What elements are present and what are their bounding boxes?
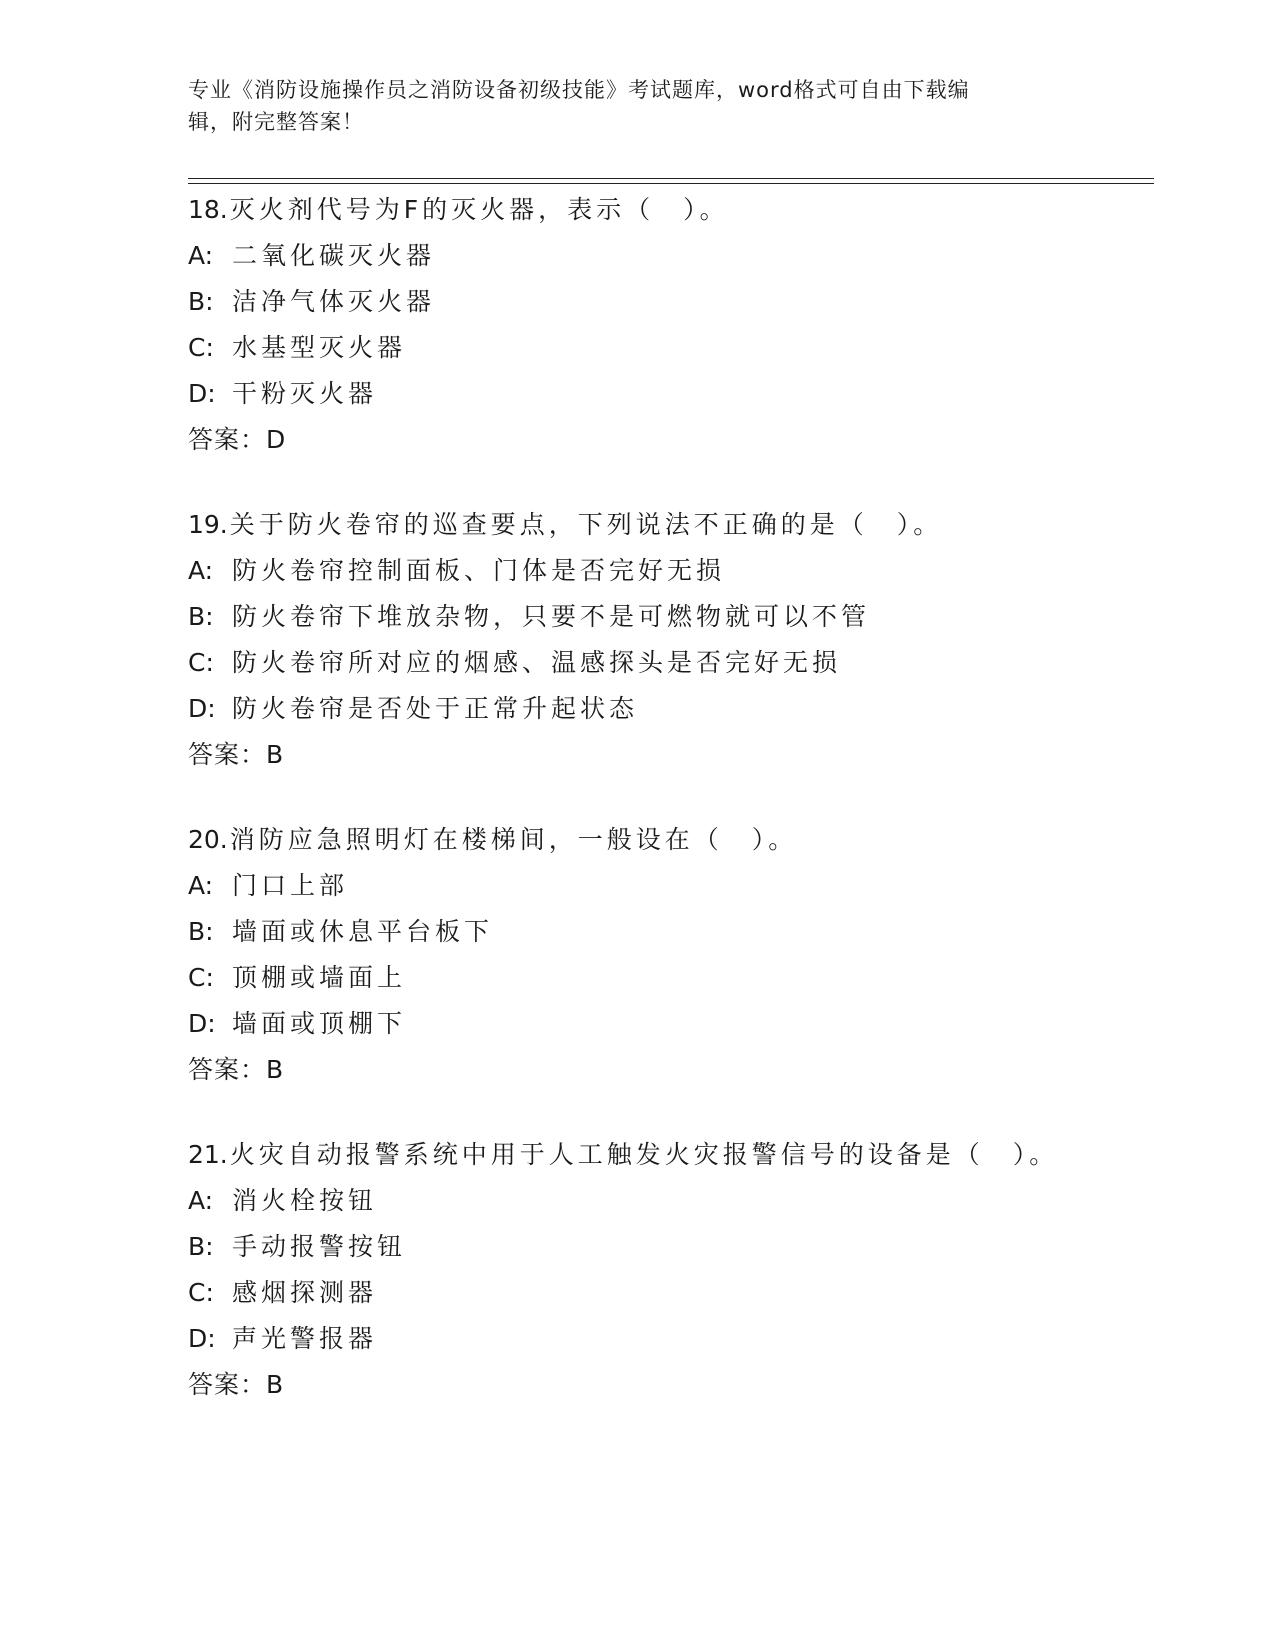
question-number: 19. [188, 510, 228, 539]
question-19 [188, 502, 1168, 778]
option-key: A: [188, 556, 214, 585]
option-key: C: [188, 1278, 214, 1307]
option-text: 墙面或顶棚下 [232, 1009, 407, 1038]
question-21 [188, 1132, 1168, 1408]
question-stem [188, 1132, 1168, 1178]
document-header [188, 74, 1088, 138]
option-c [188, 955, 1168, 1001]
option-text: 声光警报器 [232, 1324, 378, 1353]
option-text: 门口上部 [232, 871, 349, 900]
header-divider-bottom [188, 183, 1154, 184]
option-a [188, 233, 1168, 279]
question-number: 21. [188, 1140, 228, 1169]
option-text: 防火卷帘下堆放杂物，只要不是可燃物就可以不管 [232, 602, 871, 631]
option-a [188, 1178, 1168, 1224]
question-stem [188, 187, 1168, 233]
option-key: B: [188, 1232, 214, 1261]
question-text: 火灾自动报警系统中用于人工触发火灾报警信号的设备是（ ）。 [229, 1140, 1059, 1169]
header-line-1: 专业《消防设施操作员之消防设备初级技能》考试题库，word格式可自由下载编 [188, 78, 970, 102]
option-key: C: [188, 333, 214, 362]
option-a [188, 548, 1168, 594]
option-b [188, 594, 1168, 640]
option-c [188, 1270, 1168, 1316]
option-text: 水基型灭火器 [232, 333, 407, 362]
option-text: 感烟探测器 [232, 1278, 378, 1307]
question-text: 灭火剂代号为F的灭火器，表示（ ）。 [229, 195, 729, 224]
question-18 [188, 187, 1168, 463]
option-d [188, 686, 1168, 732]
option-text: 手动报警按钮 [232, 1232, 407, 1261]
answer-line: 答案：B [188, 1370, 285, 1399]
option-key: A: [188, 871, 214, 900]
option-text: 防火卷帘所对应的烟感、温感探头是否完好无损 [232, 648, 842, 677]
option-key: D: [188, 1009, 216, 1038]
answer-line: 答案：D [188, 425, 287, 454]
option-text: 二氧化碳灭火器 [232, 241, 436, 270]
option-text: 防火卷帘控制面板、门体是否完好无损 [232, 556, 726, 585]
option-b [188, 279, 1168, 325]
question-number: 18. [188, 195, 228, 224]
question-stem [188, 502, 1168, 548]
option-text: 干粉灭火器 [232, 379, 378, 408]
option-key: D: [188, 694, 216, 723]
option-d [188, 1001, 1168, 1047]
question-number: 20. [188, 825, 228, 854]
option-a [188, 863, 1168, 909]
option-b [188, 1224, 1168, 1270]
option-text: 洁净气体灭火器 [232, 287, 436, 316]
question-text: 消防应急照明灯在楼梯间，一般设在（ ）。 [229, 825, 798, 854]
option-key: D: [188, 1324, 216, 1353]
option-key: A: [188, 241, 214, 270]
answer-line: 答案：B [188, 1055, 285, 1084]
option-key: D: [188, 379, 216, 408]
option-key: C: [188, 648, 214, 677]
option-d [188, 1316, 1168, 1362]
option-b [188, 909, 1168, 955]
answer-line: 答案：B [188, 740, 285, 769]
option-text: 墙面或休息平台板下 [232, 917, 494, 946]
option-key: B: [188, 287, 214, 316]
question-text: 关于防火卷帘的巡查要点，下列说法不正确的是（ ）。 [229, 510, 943, 539]
option-c [188, 640, 1168, 686]
question-stem [188, 817, 1168, 863]
option-c [188, 325, 1168, 371]
option-key: B: [188, 602, 214, 631]
option-text: 消火栓按钮 [232, 1186, 378, 1215]
option-text: 防火卷帘是否处于正常升起状态 [232, 694, 639, 723]
option-text: 顶棚或墙面上 [232, 963, 407, 992]
option-key: B: [188, 917, 214, 946]
option-key: A: [188, 1186, 214, 1215]
option-d [188, 371, 1168, 417]
question-20 [188, 817, 1168, 1093]
option-key: C: [188, 963, 214, 992]
header-divider-top [188, 178, 1154, 179]
header-line-2: 辑，附完整答案！ [188, 110, 364, 134]
